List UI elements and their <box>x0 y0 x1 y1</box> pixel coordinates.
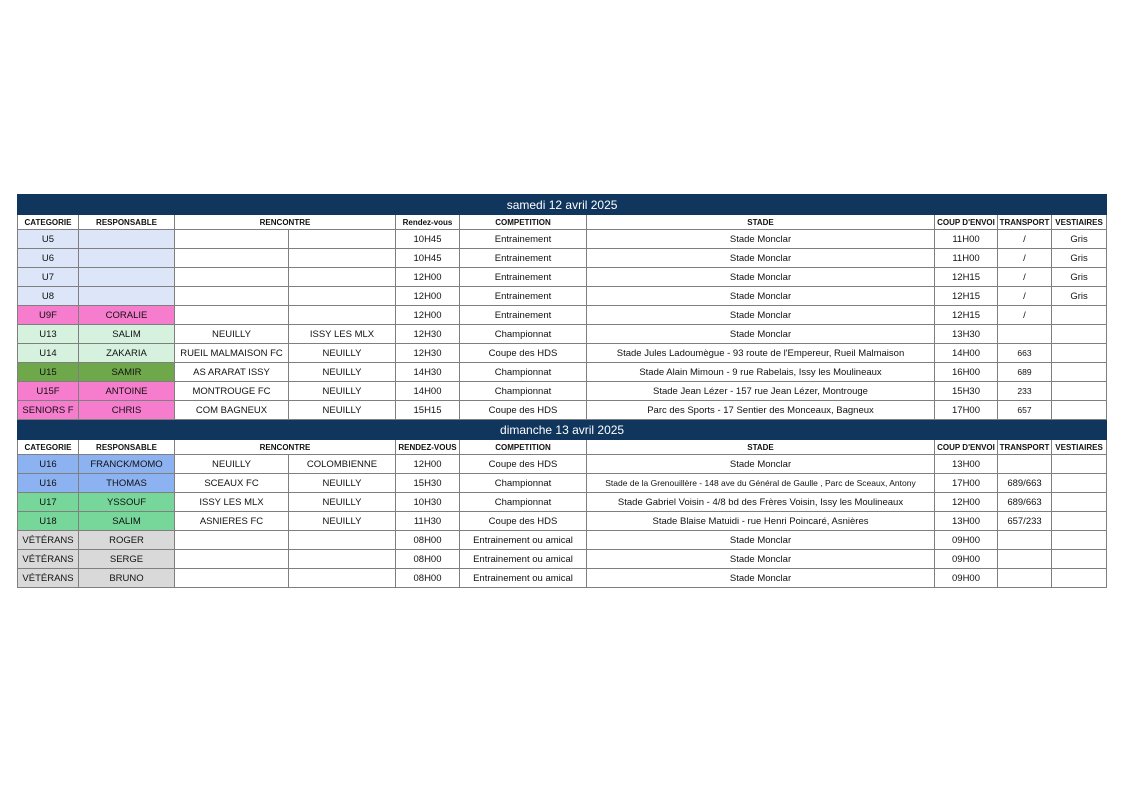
stadium-cell: Stade Blaise Matuidi - rue Henri Poincaré, Asnières <box>587 512 935 531</box>
table-row <box>18 493 1107 512</box>
kickoff-cell: 13H00 <box>935 512 998 531</box>
category-cell: SENIORS F <box>18 401 79 420</box>
table-row <box>18 230 1107 249</box>
home-team-cell <box>175 287 289 306</box>
day-title: samedi 12 avril 2025 <box>18 195 1107 215</box>
stadium-cell: Stade Monclar <box>587 569 935 588</box>
competition-cell: Championnat <box>460 382 587 401</box>
schedule-body <box>18 195 1107 588</box>
table-row <box>18 287 1107 306</box>
category-cell: U18 <box>18 512 79 531</box>
responsible-cell <box>79 268 175 287</box>
column-header: COUP D'ENVOI <box>935 440 998 455</box>
responsible-cell: ROGER <box>79 531 175 550</box>
competition-cell: Coupe des HDS <box>460 512 587 531</box>
home-team-cell <box>175 230 289 249</box>
stadium-cell: Stade de la Grenouillère - 148 ave du Général de Gaulle , Parc de Sceaux, Antony <box>587 474 935 493</box>
home-team-cell: NEUILLY <box>175 325 289 344</box>
competition-cell: Coupe des HDS <box>460 455 587 474</box>
category-cell: U6 <box>18 249 79 268</box>
competition-cell: Coupe des HDS <box>460 401 587 420</box>
column-header: CATEGORIE <box>18 440 79 455</box>
table-row <box>18 306 1107 325</box>
home-team-cell: COM BAGNEUX <box>175 401 289 420</box>
competition-cell: Entrainement <box>460 268 587 287</box>
away-team-cell <box>289 268 396 287</box>
stadium-cell: Parc des Sports - 17 Sentier des Monceaux, Bagneux <box>587 401 935 420</box>
kickoff-cell: 09H00 <box>935 531 998 550</box>
away-team-cell: NEUILLY <box>289 401 396 420</box>
away-team-cell: COLOMBIENNE <box>289 455 396 474</box>
column-header: VESTIAIRES <box>1052 440 1107 455</box>
responsible-cell: SERGE <box>79 550 175 569</box>
away-team-cell: NEUILLY <box>289 474 396 493</box>
meeting-time-cell: 10H45 <box>396 230 460 249</box>
locker-room-cell: Gris <box>1052 268 1107 287</box>
column-header: TRANSPORT <box>998 215 1052 230</box>
away-team-cell: NEUILLY <box>289 344 396 363</box>
locker-room-cell <box>1052 531 1107 550</box>
column-header: STADE <box>587 440 935 455</box>
category-cell: VÉTÉRANS <box>18 531 79 550</box>
transport-cell: / <box>998 230 1052 249</box>
locker-room-cell <box>1052 512 1107 531</box>
column-header: COUP D'ENVOI <box>935 215 998 230</box>
locker-room-cell <box>1052 325 1107 344</box>
locker-room-cell <box>1052 474 1107 493</box>
meeting-time-cell: 14H30 <box>396 363 460 382</box>
away-team-cell <box>289 569 396 588</box>
kickoff-cell: 15H30 <box>935 382 998 401</box>
away-team-cell <box>289 531 396 550</box>
locker-room-cell <box>1052 363 1107 382</box>
locker-room-cell <box>1052 306 1107 325</box>
away-team-cell <box>289 249 396 268</box>
responsible-cell <box>79 287 175 306</box>
responsible-cell <box>79 230 175 249</box>
locker-room-cell: Gris <box>1052 230 1107 249</box>
home-team-cell: ISSY LES MLX <box>175 493 289 512</box>
transport-cell <box>998 325 1052 344</box>
kickoff-cell: 17H00 <box>935 401 998 420</box>
column-header: RENCONTRE <box>175 440 396 455</box>
transport-cell: 233 <box>998 382 1052 401</box>
column-header: RESPONSABLE <box>79 440 175 455</box>
meeting-time-cell: 15H30 <box>396 474 460 493</box>
transport-cell <box>998 531 1052 550</box>
responsible-cell: ANTOINE <box>79 382 175 401</box>
away-team-cell <box>289 287 396 306</box>
home-team-cell: NEUILLY <box>175 455 289 474</box>
competition-cell: Coupe des HDS <box>460 344 587 363</box>
transport-cell: / <box>998 268 1052 287</box>
meeting-time-cell: 08H00 <box>396 550 460 569</box>
meeting-time-cell: 11H30 <box>396 512 460 531</box>
column-header: COMPETITION <box>460 215 587 230</box>
stadium-cell: Stade Monclar <box>587 550 935 569</box>
transport-cell <box>998 550 1052 569</box>
responsible-cell <box>79 249 175 268</box>
category-cell: U17 <box>18 493 79 512</box>
column-header: RESPONSABLE <box>79 215 175 230</box>
stadium-cell: Stade Monclar <box>587 249 935 268</box>
category-cell: U14 <box>18 344 79 363</box>
column-header-row <box>18 215 1107 230</box>
away-team-cell: NEUILLY <box>289 363 396 382</box>
locker-room-cell <box>1052 344 1107 363</box>
responsible-cell: SALIM <box>79 325 175 344</box>
category-cell: U13 <box>18 325 79 344</box>
meeting-time-cell: 10H30 <box>396 493 460 512</box>
category-cell: U15F <box>18 382 79 401</box>
kickoff-cell: 12H15 <box>935 268 998 287</box>
schedule-table <box>17 194 1107 588</box>
table-row <box>18 531 1107 550</box>
locker-room-cell: Gris <box>1052 287 1107 306</box>
locker-room-cell <box>1052 455 1107 474</box>
away-team-cell <box>289 550 396 569</box>
stadium-cell: Stade Monclar <box>587 455 935 474</box>
kickoff-cell: 11H00 <box>935 249 998 268</box>
stadium-cell: Stade Monclar <box>587 287 935 306</box>
meeting-time-cell: 15H15 <box>396 401 460 420</box>
competition-cell: Entrainement ou amical <box>460 531 587 550</box>
meeting-time-cell: 10H45 <box>396 249 460 268</box>
meeting-time-cell: 08H00 <box>396 569 460 588</box>
table-row <box>18 455 1107 474</box>
kickoff-cell: 11H00 <box>935 230 998 249</box>
meeting-time-cell: 14H00 <box>396 382 460 401</box>
responsible-cell: CORALIE <box>79 306 175 325</box>
locker-room-cell <box>1052 401 1107 420</box>
meeting-time-cell: 08H00 <box>396 531 460 550</box>
transport-cell: / <box>998 249 1052 268</box>
category-cell: U7 <box>18 268 79 287</box>
home-team-cell <box>175 268 289 287</box>
category-cell: U5 <box>18 230 79 249</box>
table-row <box>18 344 1107 363</box>
column-header: RENCONTRE <box>175 215 396 230</box>
away-team-cell: NEUILLY <box>289 382 396 401</box>
column-header: RENDEZ-VOUS <box>396 440 460 455</box>
day-title-row <box>18 195 1107 215</box>
home-team-cell <box>175 249 289 268</box>
transport-cell: 689/663 <box>998 493 1052 512</box>
responsible-cell: SAMIR <box>79 363 175 382</box>
column-header: Rendez-vous <box>396 215 460 230</box>
table-row <box>18 569 1107 588</box>
table-row <box>18 550 1107 569</box>
column-header: VESTIAIRES <box>1052 215 1107 230</box>
column-header-row <box>18 440 1107 455</box>
kickoff-cell: 12H15 <box>935 287 998 306</box>
responsible-cell: SALIM <box>79 512 175 531</box>
home-team-cell <box>175 550 289 569</box>
category-cell: VÉTÉRANS <box>18 550 79 569</box>
meeting-time-cell: 12H00 <box>396 268 460 287</box>
home-team-cell <box>175 306 289 325</box>
competition-cell: Entrainement <box>460 306 587 325</box>
away-team-cell: ISSY LES MLX <box>289 325 396 344</box>
category-cell: U16 <box>18 474 79 493</box>
home-team-cell <box>175 531 289 550</box>
stadium-cell: Stade Gabriel Voisin - 4/8 bd des Frères Voisin, Issy les Moulineaux <box>587 493 935 512</box>
table-row <box>18 249 1107 268</box>
competition-cell: Entrainement <box>460 249 587 268</box>
locker-room-cell <box>1052 493 1107 512</box>
home-team-cell: MONTROUGE FC <box>175 382 289 401</box>
kickoff-cell: 17H00 <box>935 474 998 493</box>
kickoff-cell: 16H00 <box>935 363 998 382</box>
meeting-time-cell: 12H30 <box>396 344 460 363</box>
day-title-row <box>18 420 1107 440</box>
responsible-cell: ZAKARIA <box>79 344 175 363</box>
kickoff-cell: 12H15 <box>935 306 998 325</box>
transport-cell <box>998 455 1052 474</box>
stadium-cell: Stade Jules Ladoumègue - 93 route de l'Empereur, Rueil Malmaison <box>587 344 935 363</box>
stadium-cell: Stade Monclar <box>587 230 935 249</box>
table-row <box>18 512 1107 531</box>
responsible-cell: FRANCK/MOMO <box>79 455 175 474</box>
kickoff-cell: 13H30 <box>935 325 998 344</box>
kickoff-cell: 09H00 <box>935 550 998 569</box>
away-team-cell: NEUILLY <box>289 512 396 531</box>
column-header: STADE <box>587 215 935 230</box>
responsible-cell: BRUNO <box>79 569 175 588</box>
responsible-cell: CHRIS <box>79 401 175 420</box>
transport-cell: 663 <box>998 344 1052 363</box>
home-team-cell: SCEAUX FC <box>175 474 289 493</box>
locker-room-cell <box>1052 382 1107 401</box>
competition-cell: Championnat <box>460 325 587 344</box>
stadium-cell: Stade Alain Mimoun - 9 rue Rabelais, Issy les Moulineaux <box>587 363 935 382</box>
home-team-cell <box>175 569 289 588</box>
table-row <box>18 363 1107 382</box>
competition-cell: Entrainement <box>460 287 587 306</box>
competition-cell: Entrainement <box>460 230 587 249</box>
category-cell: U9F <box>18 306 79 325</box>
stadium-cell: Stade Monclar <box>587 268 935 287</box>
meeting-time-cell: 12H30 <box>396 325 460 344</box>
table-row <box>18 382 1107 401</box>
responsible-cell: YSSOUF <box>79 493 175 512</box>
home-team-cell: RUEIL MALMAISON FC <box>175 344 289 363</box>
transport-cell: / <box>998 287 1052 306</box>
table-row <box>18 325 1107 344</box>
category-cell: VÉTÉRANS <box>18 569 79 588</box>
transport-cell: / <box>998 306 1052 325</box>
stadium-cell: Stade Monclar <box>587 531 935 550</box>
day-title: dimanche 13 avril 2025 <box>18 420 1107 440</box>
home-team-cell: AS ARARAT ISSY <box>175 363 289 382</box>
kickoff-cell: 13H00 <box>935 455 998 474</box>
transport-cell <box>998 569 1052 588</box>
table-row <box>18 474 1107 493</box>
stadium-cell: Stade Jean Lézer - 157 rue Jean Lézer, Montrouge <box>587 382 935 401</box>
stadium-cell: Stade Monclar <box>587 325 935 344</box>
category-cell: U16 <box>18 455 79 474</box>
home-team-cell: ASNIERES FC <box>175 512 289 531</box>
locker-room-cell <box>1052 569 1107 588</box>
away-team-cell: NEUILLY <box>289 493 396 512</box>
kickoff-cell: 14H00 <box>935 344 998 363</box>
kickoff-cell: 09H00 <box>935 569 998 588</box>
table-row <box>18 401 1107 420</box>
category-cell: U8 <box>18 287 79 306</box>
column-header: CATEGORIE <box>18 215 79 230</box>
competition-cell: Championnat <box>460 474 587 493</box>
transport-cell: 689 <box>998 363 1052 382</box>
away-team-cell <box>289 230 396 249</box>
meeting-time-cell: 12H00 <box>396 287 460 306</box>
locker-room-cell <box>1052 550 1107 569</box>
meeting-time-cell: 12H00 <box>396 306 460 325</box>
stadium-cell: Stade Monclar <box>587 306 935 325</box>
transport-cell: 657 <box>998 401 1052 420</box>
kickoff-cell: 12H00 <box>935 493 998 512</box>
competition-cell: Entrainement ou amical <box>460 550 587 569</box>
transport-cell: 657/233 <box>998 512 1052 531</box>
transport-cell: 689/663 <box>998 474 1052 493</box>
meeting-time-cell: 12H00 <box>396 455 460 474</box>
competition-cell: Entrainement ou amical <box>460 569 587 588</box>
column-header: TRANSPORT <box>998 440 1052 455</box>
table-row <box>18 268 1107 287</box>
locker-room-cell: Gris <box>1052 249 1107 268</box>
responsible-cell: THOMAS <box>79 474 175 493</box>
competition-cell: Championnat <box>460 493 587 512</box>
column-header: COMPETITION <box>460 440 587 455</box>
away-team-cell <box>289 306 396 325</box>
competition-cell: Championnat <box>460 363 587 382</box>
category-cell: U15 <box>18 363 79 382</box>
